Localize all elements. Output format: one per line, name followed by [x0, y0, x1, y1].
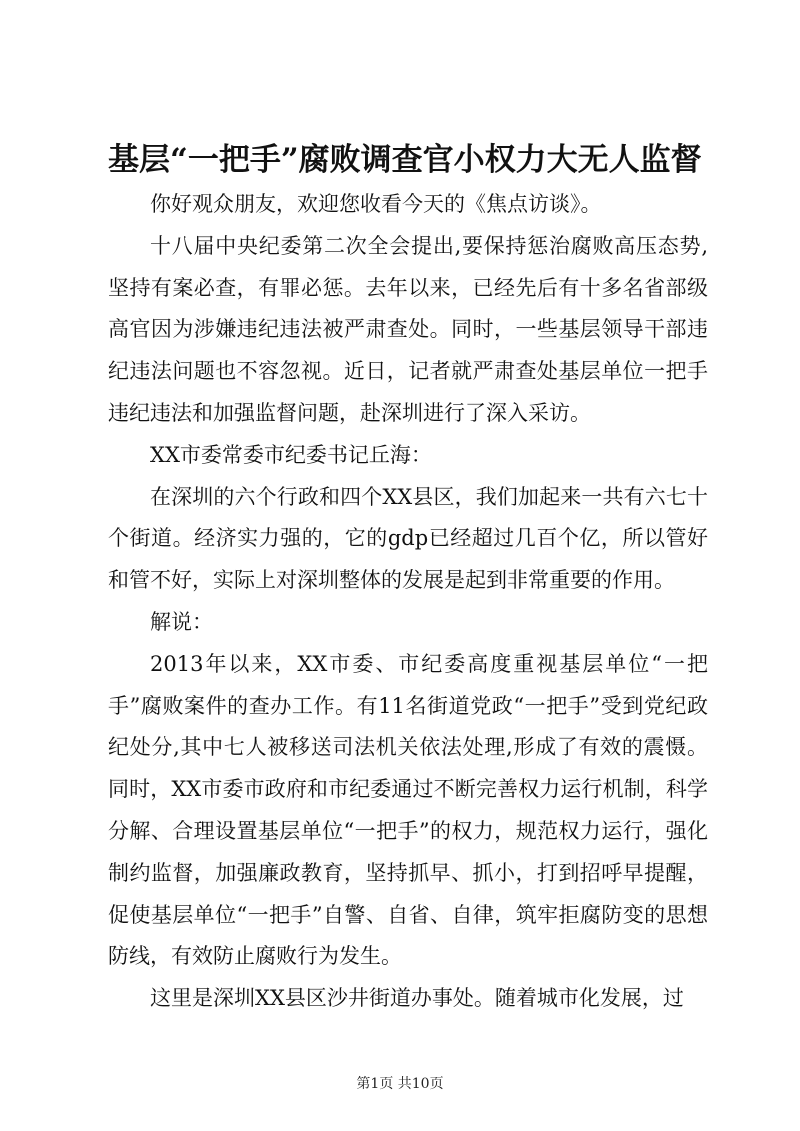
- paragraph-quote: 在深圳的六个行政和四个XX县区，我们加起来一共有六七十个街道。经济实力强的，它的gdp已经超过几百个亿，所以管好和管不好，实际上对深圳整体的发展是起到非常重要的作用。: [108, 484, 708, 593]
- paragraph-narration: 2013年以来，XX市委、市纪委高度重视基层单位“一把手”腐败案件的查办工作。有11名街道党政“一把手”受到党纪政纪处分,其中七人被移送司法机关依法处理,形成了有效的震慑。同时，XX市委市政府和市纪委通过不断完善权力运行机制，科学分解、合理设置基层单位“一把手”的权力，规范权力运行，强化制约监督，加强廉政教育，坚持抓早、抓小，打到招呼早提醒，促使基层单位“一把手”自警、自省、自律，筑牢拒腐防变的思想防线，有效防止腐败行为发生。: [108, 651, 708, 969]
- paragraph-speaker: XX市委常委市纪委书记丘海：: [150, 442, 432, 467]
- page-footer: 第1页 共10页: [356, 1076, 444, 1092]
- document-body: [108, 184, 708, 1020]
- paragraph-shajing: 这里是深圳XX县区沙井街道办事处。随着城市化发展，过: [150, 986, 684, 1011]
- paragraph-intro: 十八届中央纪委第二次全会提出,要保持惩治腐败高压态势,坚持有案必查，有罪必惩。去年以来，已经先后有十多名省部级高官因为涉嫌违纪违法被严肃查处。同时，一些基层领导干部违纪违法问题也不容忽视。近日，记者就严肃查处基层单位一把手违纪违法和加强监督问题，赴深圳进行了深入采访。: [108, 233, 708, 425]
- paragraph-narration-label: 解说：: [150, 609, 213, 634]
- paragraph-greeting: 你好观众朋友，欢迎您收看今天的《焦点访谈》。: [150, 192, 602, 216]
- document-title: 基层“一把手”腐败调查官小权力大无人监督: [108, 142, 702, 178]
